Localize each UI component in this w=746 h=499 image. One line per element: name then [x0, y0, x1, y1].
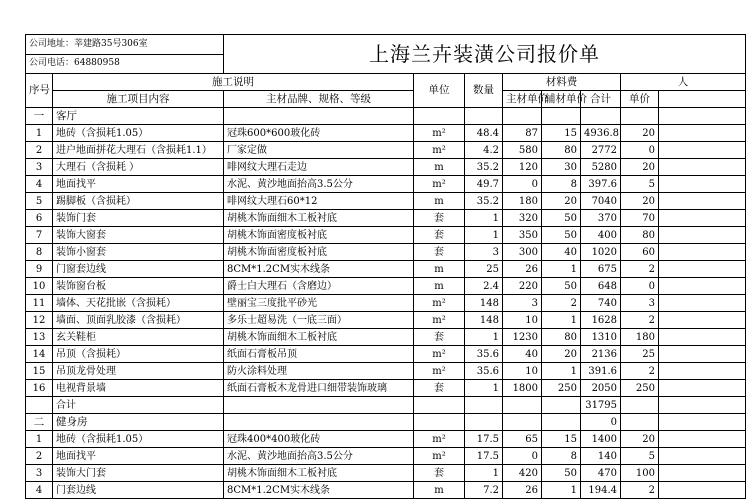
row-number: 2 [26, 142, 53, 159]
section-number: 二 [26, 414, 53, 431]
quantity: 7.2 [465, 482, 503, 499]
aux-price: 1 [542, 363, 581, 380]
unit: m² [414, 142, 465, 159]
quantity: 148 [465, 312, 503, 329]
row-empty [659, 380, 746, 397]
table-row [26, 295, 746, 312]
subtotal: 1400 [581, 431, 621, 448]
aux-price: 1 [542, 261, 581, 278]
row-empty [659, 448, 746, 465]
aux-price: 50 [542, 465, 581, 482]
table-row [26, 261, 746, 278]
row-number: 6 [26, 210, 53, 227]
quantity: 25 [465, 261, 503, 278]
section-name: 客厅 [53, 108, 224, 125]
item-name: 装饰窗台板 [53, 278, 224, 295]
main-price: 3 [503, 295, 542, 312]
table-row [26, 482, 746, 499]
main-price: 26 [503, 261, 542, 278]
section-header [26, 108, 746, 125]
labor-price: 2 [621, 482, 659, 499]
row-empty [659, 295, 746, 312]
quantity: 35.6 [465, 346, 503, 363]
header-labor-price: 单价 [621, 91, 659, 108]
quantity: 49.7 [465, 176, 503, 193]
main-price: 10 [503, 363, 542, 380]
row-number: 13 [26, 329, 53, 346]
table-row [26, 244, 746, 261]
item-name: 墙面、顶面乳胶漆（含损耗） [53, 312, 224, 329]
header-empty [659, 91, 746, 108]
aux-price: 30 [542, 159, 581, 176]
brand-spec: 冠珠400*400玻化砖 [224, 431, 414, 448]
subtotal: 1020 [581, 244, 621, 261]
unit: m² [414, 448, 465, 465]
sum-empty-unit [414, 397, 465, 414]
table-row [26, 278, 746, 295]
item-name: 地砖（含损耗1.05） [53, 125, 224, 142]
main-price: 580 [503, 142, 542, 159]
item-name: 吊顶龙骨处理 [53, 363, 224, 380]
row-number: 3 [26, 465, 53, 482]
header-item: 施工项目内容 [53, 91, 224, 108]
aux-price: 1 [542, 312, 581, 329]
row-number: 1 [26, 431, 53, 448]
brand-spec: 壁丽宝三度批平砂光 [224, 295, 414, 312]
aux-price: 40 [542, 244, 581, 261]
section-empty-unit [414, 414, 465, 431]
main-price: 26 [503, 482, 542, 499]
subtotal: 2772 [581, 142, 621, 159]
main-price: 0 [503, 176, 542, 193]
aux-price: 15 [542, 431, 581, 448]
aux-price: 50 [542, 278, 581, 295]
subtotal: 7040 [581, 193, 621, 210]
table-row [26, 125, 746, 142]
brand-spec: 厂家定做 [224, 142, 414, 159]
company-phone: 公司电话：64880958 [26, 54, 224, 74]
brand-spec: 8CM*1.2CM实木线条 [224, 261, 414, 278]
section-total [581, 108, 621, 125]
header-qty: 数量 [465, 74, 503, 108]
unit: m [414, 159, 465, 176]
section-empty-main [503, 414, 542, 431]
row-empty [659, 346, 746, 363]
row-empty [659, 244, 746, 261]
section-number: 一 [26, 108, 53, 125]
table-row [26, 142, 746, 159]
labor-price: 70 [621, 210, 659, 227]
item-name: 装饰大门套 [53, 465, 224, 482]
sum-empty-main [503, 397, 542, 414]
quote-table [25, 34, 746, 499]
subtotal: 5280 [581, 159, 621, 176]
item-name: 门窗套边线 [53, 261, 224, 278]
subtotal: 648 [581, 278, 621, 295]
quantity: 1 [465, 329, 503, 346]
section-empty-last [659, 414, 746, 431]
quantity: 17.5 [465, 431, 503, 448]
unit: m² [414, 295, 465, 312]
quantity: 2.4 [465, 278, 503, 295]
row-empty [659, 193, 746, 210]
brand-spec: 胡桃木饰面细木工板衬底 [224, 210, 414, 227]
row-number: 3 [26, 159, 53, 176]
quantity: 48.4 [465, 125, 503, 142]
item-name: 进户地面拼花大理石（含损耗1.1） [53, 142, 224, 159]
section-header [26, 414, 746, 431]
quantity: 35.2 [465, 193, 503, 210]
unit: m² [414, 125, 465, 142]
quantity: 4.2 [465, 142, 503, 159]
section-empty-main [503, 108, 542, 125]
header-labor: 人 [621, 74, 746, 91]
main-price: 1230 [503, 329, 542, 346]
table-row [26, 193, 746, 210]
aux-price: 2 [542, 295, 581, 312]
subtotal: 1628 [581, 312, 621, 329]
header-aux-price: 辅材单价 [542, 91, 581, 108]
aux-price: 8 [542, 176, 581, 193]
brand-spec: 8CM*1.2CM实木线条 [224, 482, 414, 499]
row-empty [659, 482, 746, 499]
table-row [26, 312, 746, 329]
subtotal: 370 [581, 210, 621, 227]
section-empty-qty [465, 414, 503, 431]
brand-spec: 纸面石膏板吊顶 [224, 346, 414, 363]
header-brand: 主材品牌、规格、等级 [224, 91, 414, 108]
brand-spec: 纸面石膏板木龙骨进口细带装饰玻璃 [224, 380, 414, 397]
header-seq: 序号 [26, 74, 53, 108]
row-number: 10 [26, 278, 53, 295]
brand-spec: 啡网纹大理石60*12 [224, 193, 414, 210]
sum-empty-last [659, 397, 746, 414]
labor-price: 250 [621, 380, 659, 397]
item-name: 地砖（含损耗1.05） [53, 431, 224, 448]
main-price: 300 [503, 244, 542, 261]
row-number: 12 [26, 312, 53, 329]
row-empty [659, 363, 746, 380]
main-price: 220 [503, 278, 542, 295]
item-name: 电视背景墙 [53, 380, 224, 397]
sum-empty-brand [224, 397, 414, 414]
labor-price: 20 [621, 159, 659, 176]
section-empty-brand [224, 414, 414, 431]
aux-price: 50 [542, 227, 581, 244]
main-price: 40 [503, 346, 542, 363]
sum-value: 31795 [581, 397, 621, 414]
unit: 套 [414, 227, 465, 244]
quantity: 35.6 [465, 363, 503, 380]
item-name: 地面找平 [53, 176, 224, 193]
item-name: 装饰小窗套 [53, 244, 224, 261]
subtotal: 140 [581, 448, 621, 465]
unit: m [414, 193, 465, 210]
row-empty [659, 312, 746, 329]
main-price: 10 [503, 312, 542, 329]
brand-spec: 水泥、黄沙地面抬高3.5公分 [224, 176, 414, 193]
item-name: 大理石（含损耗 ） [53, 159, 224, 176]
aux-price: 80 [542, 142, 581, 159]
main-price: 420 [503, 465, 542, 482]
row-empty [659, 176, 746, 193]
item-name: 门套边线 [53, 482, 224, 499]
labor-price: 0 [621, 142, 659, 159]
brand-spec: 防火涂料处理 [224, 363, 414, 380]
subtotal: 740 [581, 295, 621, 312]
section-empty-last [659, 108, 746, 125]
main-price: 320 [503, 210, 542, 227]
aux-price: 1 [542, 482, 581, 499]
page-title: 上海兰卉装潢公司报价单 [224, 35, 746, 74]
header-subtotal: 合计 [581, 91, 621, 108]
labor-price: 3 [621, 295, 659, 312]
quantity: 17.5 [465, 448, 503, 465]
table-row [26, 329, 746, 346]
table-row [26, 363, 746, 380]
unit: m² [414, 431, 465, 448]
labor-price: 60 [621, 244, 659, 261]
subtotal: 675 [581, 261, 621, 278]
row-empty [659, 465, 746, 482]
aux-price: 50 [542, 210, 581, 227]
header-material-fee: 材料费 [503, 74, 621, 91]
subtotal: 470 [581, 465, 621, 482]
row-empty [659, 142, 746, 159]
table-row [26, 380, 746, 397]
brand-spec: 啡网纹大理石走边 [224, 159, 414, 176]
quantity: 35.2 [465, 159, 503, 176]
quantity: 148 [465, 295, 503, 312]
table-row [26, 227, 746, 244]
subtotal: 2050 [581, 380, 621, 397]
unit: m² [414, 176, 465, 193]
unit: m² [414, 346, 465, 363]
row-empty [659, 431, 746, 448]
section-empty-qty [465, 108, 503, 125]
brand-spec: 爵士白大理石（含磨边） [224, 278, 414, 295]
unit: m [414, 482, 465, 499]
item-name: 踢脚板（含损耗） [53, 193, 224, 210]
labor-price: 5 [621, 448, 659, 465]
aux-price: 80 [542, 329, 581, 346]
brand-spec: 胡桃木饰面密度板衬底 [224, 227, 414, 244]
subtotal: 400 [581, 227, 621, 244]
aux-price: 15 [542, 125, 581, 142]
subtotal: 2136 [581, 346, 621, 363]
company-address: 公司地址：莘建路35号306室 [26, 35, 224, 55]
main-price: 65 [503, 431, 542, 448]
quantity: 1 [465, 380, 503, 397]
item-name: 吊顶（含损耗） [53, 346, 224, 363]
unit: m [414, 261, 465, 278]
row-empty [659, 159, 746, 176]
section-total: 0 [581, 414, 621, 431]
main-price: 1800 [503, 380, 542, 397]
row-number: 11 [26, 295, 53, 312]
sum-empty-qty [465, 397, 503, 414]
aux-price: 20 [542, 193, 581, 210]
quantity: 1 [465, 210, 503, 227]
item-name: 墙体、天花批嵌（含损耗） [53, 295, 224, 312]
section-empty-aux [542, 414, 581, 431]
row-empty [659, 227, 746, 244]
table-row [26, 346, 746, 363]
section-empty-labor [621, 108, 659, 125]
section-empty-unit [414, 108, 465, 125]
brand-spec: 胡桃木饰面密度板衬底 [224, 244, 414, 261]
row-empty [659, 125, 746, 142]
labor-price: 20 [621, 431, 659, 448]
header-construction-desc: 施工说明 [53, 74, 414, 91]
labor-price: 2 [621, 312, 659, 329]
row-number: 9 [26, 261, 53, 278]
table-row [26, 176, 746, 193]
row-number: 1 [26, 125, 53, 142]
unit: 套 [414, 380, 465, 397]
section-name: 健身房 [53, 414, 224, 431]
labor-price: 0 [621, 278, 659, 295]
brand-spec: 胡桃木饰面细木工板衬底 [224, 329, 414, 346]
quantity: 1 [465, 227, 503, 244]
labor-price: 20 [621, 193, 659, 210]
table-row [26, 448, 746, 465]
aux-price: 250 [542, 380, 581, 397]
main-price: 0 [503, 448, 542, 465]
main-price: 180 [503, 193, 542, 210]
section-sum-row [26, 397, 746, 414]
labor-price: 25 [621, 346, 659, 363]
header-main-price: 主材单价 [503, 91, 542, 108]
unit: 套 [414, 210, 465, 227]
row-number: 4 [26, 176, 53, 193]
section-empty-aux [542, 108, 581, 125]
item-name: 玄关鞋柜 [53, 329, 224, 346]
table-row [26, 159, 746, 176]
subtotal: 397.6 [581, 176, 621, 193]
sum-label: 合计 [53, 397, 224, 414]
brand-spec: 冠珠600*600玻化砖 [224, 125, 414, 142]
table-row [26, 431, 746, 448]
item-name: 装饰大窗套 [53, 227, 224, 244]
row-number: 4 [26, 482, 53, 499]
row-empty [659, 210, 746, 227]
sum-empty-aux [542, 397, 581, 414]
labor-price: 100 [621, 465, 659, 482]
row-number: 8 [26, 244, 53, 261]
row-empty [659, 329, 746, 346]
row-number: 16 [26, 380, 53, 397]
unit: m [414, 278, 465, 295]
section-empty-labor [621, 414, 659, 431]
section-empty-brand [224, 108, 414, 125]
unit: 套 [414, 329, 465, 346]
unit: 套 [414, 465, 465, 482]
labor-price: 5 [621, 176, 659, 193]
sum-empty-labor [621, 397, 659, 414]
row-empty [659, 278, 746, 295]
labor-price: 80 [621, 227, 659, 244]
subtotal: 4936.8 [581, 125, 621, 142]
aux-price: 8 [542, 448, 581, 465]
item-name: 装饰门套 [53, 210, 224, 227]
main-price: 87 [503, 125, 542, 142]
brand-spec: 胡桃木饰面细木工板衬底 [224, 465, 414, 482]
unit: m² [414, 363, 465, 380]
main-price: 120 [503, 159, 542, 176]
quantity: 3 [465, 244, 503, 261]
header-unit: 单位 [414, 74, 465, 108]
labor-price: 2 [621, 363, 659, 380]
table-row [26, 465, 746, 482]
item-name: 地面找平 [53, 448, 224, 465]
quantity: 1 [465, 465, 503, 482]
row-number: 5 [26, 193, 53, 210]
sum-empty-no [26, 397, 53, 414]
brand-spec: 多乐士超易洗（一底三面） [224, 312, 414, 329]
row-number: 7 [26, 227, 53, 244]
row-empty [659, 261, 746, 278]
labor-price: 180 [621, 329, 659, 346]
subtotal: 391.6 [581, 363, 621, 380]
row-number: 15 [26, 363, 53, 380]
row-number: 2 [26, 448, 53, 465]
labor-price: 20 [621, 125, 659, 142]
brand-spec: 水泥、黄沙地面抬高3.5公分 [224, 448, 414, 465]
unit: m² [414, 312, 465, 329]
row-number: 14 [26, 346, 53, 363]
table-row [26, 210, 746, 227]
labor-price: 2 [621, 261, 659, 278]
aux-price: 20 [542, 346, 581, 363]
subtotal: 194.4 [581, 482, 621, 499]
main-price: 350 [503, 227, 542, 244]
subtotal: 1310 [581, 329, 621, 346]
unit: 套 [414, 244, 465, 261]
